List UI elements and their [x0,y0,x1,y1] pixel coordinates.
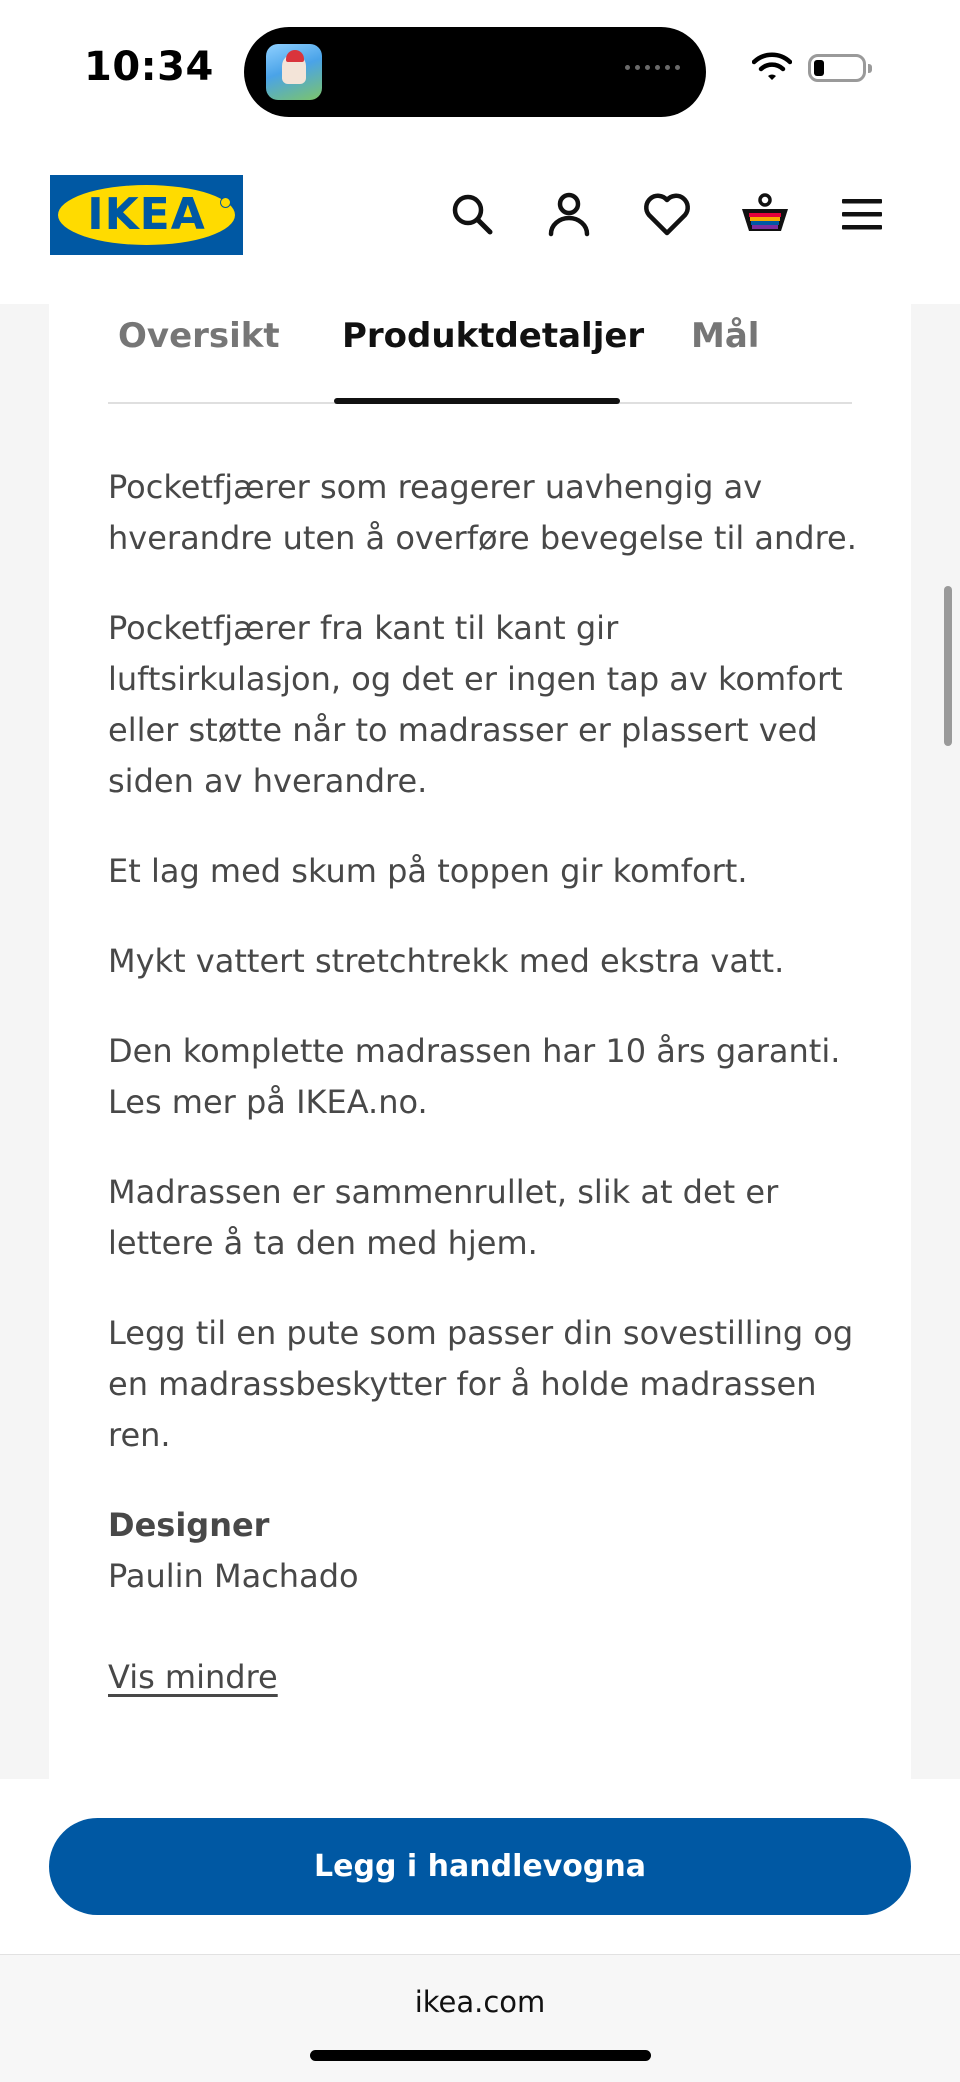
detail-paragraph: Et lag med skum på toppen gir komfort. [108,852,748,890]
heart-icon[interactable] [639,186,695,242]
site-header [0,140,960,304]
detail-paragraph: Madrassen er sammenrullet, slik at det er lettere å ta den med hjem. [108,1173,779,1262]
status-bar [0,0,960,140]
designer-heading: Designer [108,1506,270,1544]
active-tab-indicator [334,398,620,404]
browser-address-bar [0,1954,960,2082]
detail-paragraph: Pocketfjærer fra kant til kant gir luftsirkulasjon, og det er ingen tap av komfort eller støtte når to madrasser er plassert ved siden av hverandre. [108,609,843,800]
detail-paragraph: Legg til en pute som passer din sovestilling og en madrassbeskytter for å holde madrassen ren. [108,1314,854,1454]
battery-icon [808,54,866,82]
url-label[interactable]: ikea.com [414,1985,546,2019]
wifi-icon [752,52,792,82]
tab-oversikt[interactable]: Oversikt [118,316,280,356]
status-time: 10:34 [84,44,214,90]
detail-paragraph: Mykt vattert stretchtrekk med ekstra vatt. [108,942,785,980]
ikea-logo[interactable] [50,175,243,255]
tab-produktdetaljer[interactable]: Produktdetaljer [342,316,645,356]
menu-icon[interactable] [834,186,890,242]
detail-paragraph: Den komplette madrassen har 10 års garanti. Les mer på IKEA.no. [108,1032,841,1121]
home-indicator[interactable] [310,2050,651,2061]
add-to-cart-button[interactable]: Legg i handlevogna [49,1818,911,1915]
product-tabs [108,304,852,404]
logo-text: IKEA [87,189,206,240]
show-less-link[interactable]: Vis mindre [108,1658,278,1696]
island-dots-icon [625,65,680,70]
detail-paragraph: Pocketfjærer som reagerer uavhengig av hverandre uten å overføre bevegelse til andre. [108,468,857,557]
dynamic-island[interactable] [244,27,706,117]
product-details-text [108,462,858,1703]
search-icon[interactable] [444,186,500,242]
user-icon[interactable] [541,186,597,242]
live-activity-app-icon[interactable] [266,44,322,100]
tab-mal[interactable]: Mål [691,316,760,356]
designer-name: Paulin Machado [108,1557,359,1595]
designer-section [108,1500,858,1602]
cart-icon[interactable] [737,186,793,242]
scrollbar[interactable] [944,586,952,746]
